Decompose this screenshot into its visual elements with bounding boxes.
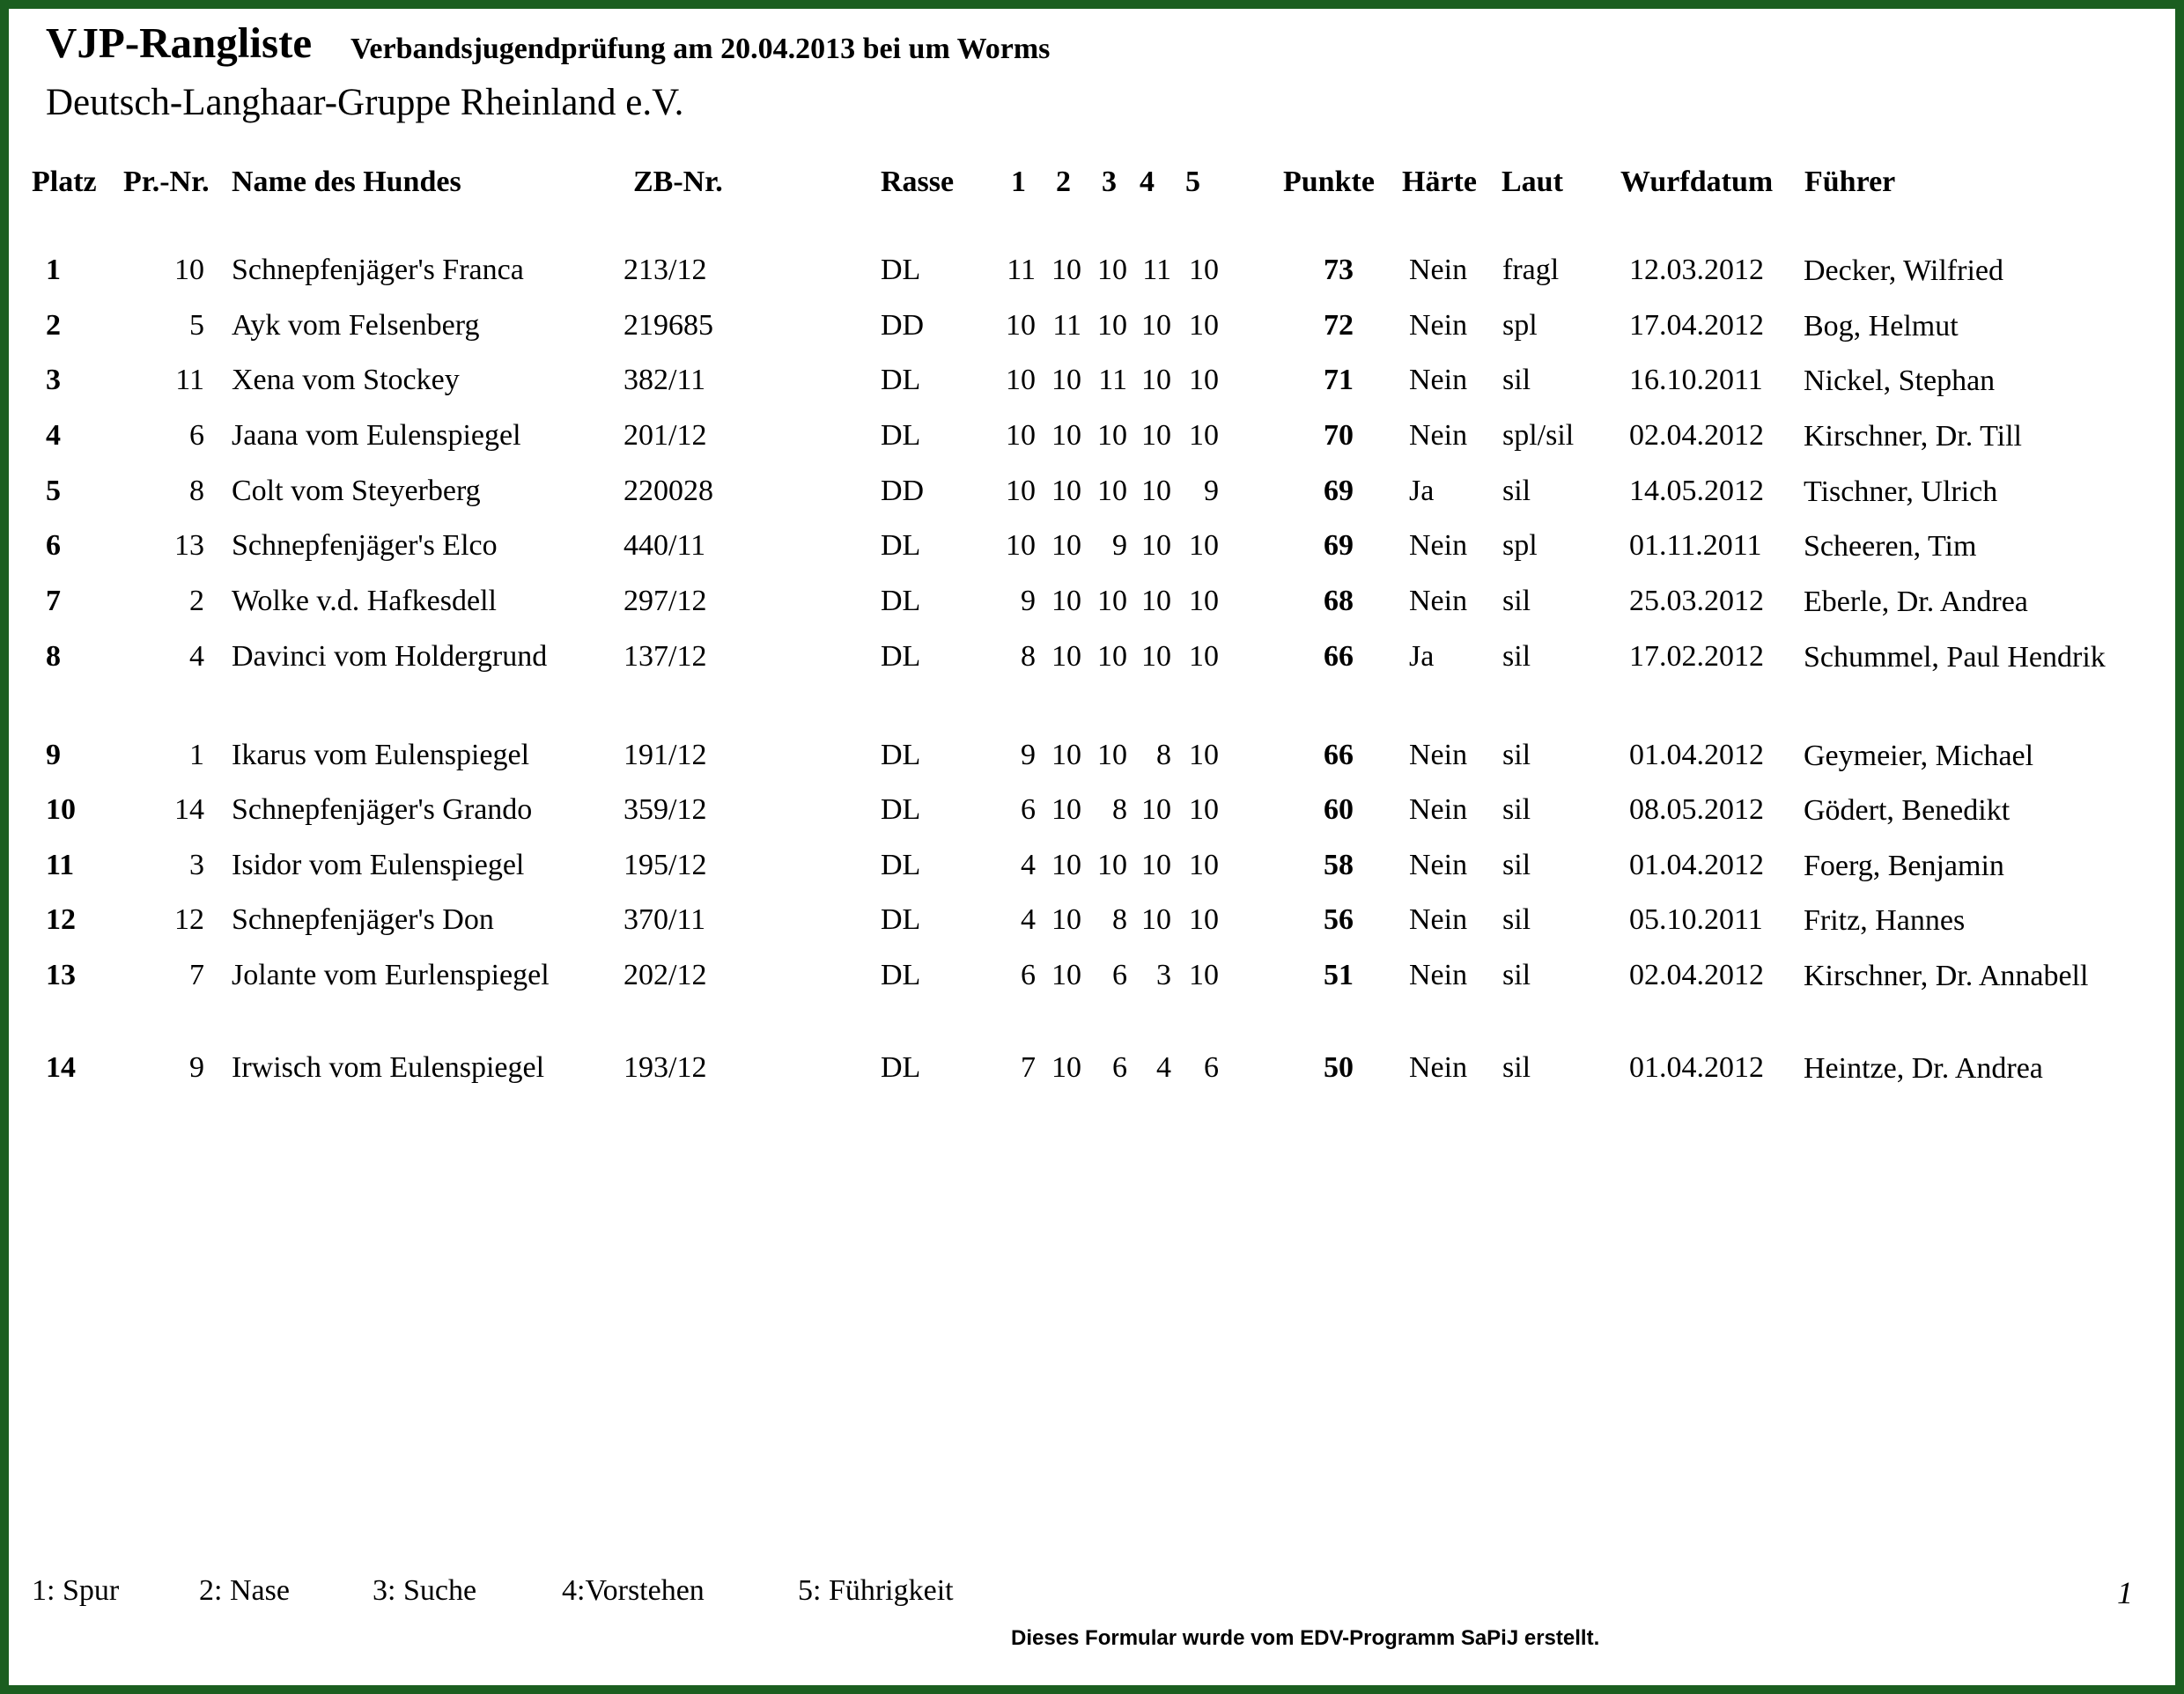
cell-s1: 6: [1021, 959, 1036, 991]
cell-haerte: Nein: [1409, 849, 1468, 881]
cell-laut: sil: [1502, 959, 1531, 991]
cell-pr-nr: 14: [174, 793, 204, 826]
cell-name: Schnepfenjäger's Franca: [232, 254, 524, 286]
cell-haerte: Nein: [1409, 903, 1468, 936]
cell-zb-nr: 382/11: [623, 364, 706, 396]
cell-laut: spl/sil: [1502, 419, 1575, 452]
cell-rasse: DL: [881, 849, 921, 881]
cell-s3: 6: [1112, 1051, 1127, 1084]
cell-platz: 10: [46, 793, 76, 826]
cell-punkte: 68: [1324, 585, 1354, 617]
cell-s4: 10: [1141, 585, 1171, 617]
cell-s5: 10: [1189, 640, 1219, 673]
col-header-laut: Laut: [1502, 166, 1563, 198]
col-header-wurfdatum: Wurfdatum: [1620, 166, 1774, 198]
cell-s2: 10: [1051, 475, 1081, 507]
cell-pr-nr: 3: [189, 849, 204, 881]
cell-name: Colt vom Steyerberg: [232, 475, 481, 507]
cell-s5: 6: [1204, 1051, 1219, 1084]
cell-fuehrer: Kirschner, Dr. Till: [1804, 420, 2022, 453]
cell-laut: sil: [1502, 1051, 1531, 1084]
table-row: [0, 474, 2184, 509]
col-header-score-3: 3: [1102, 166, 1117, 198]
cell-wurfdatum: 02.04.2012: [1629, 419, 1764, 452]
cell-wurfdatum: 12.03.2012: [1629, 254, 1764, 286]
cell-punkte: 50: [1324, 1051, 1354, 1084]
cell-pr-nr: 8: [189, 475, 204, 507]
cell-punkte: 69: [1324, 475, 1354, 507]
cell-wurfdatum: 17.04.2012: [1629, 309, 1764, 342]
cell-zb-nr: 219685: [623, 309, 713, 342]
cell-haerte: Nein: [1409, 364, 1468, 396]
col-header-pr-nr: Pr.-Nr.: [123, 166, 210, 198]
cell-s5: 10: [1189, 849, 1219, 881]
cell-s5: 10: [1189, 903, 1219, 936]
cell-wurfdatum: 01.04.2012: [1629, 1051, 1764, 1084]
cell-fuehrer: Schummel, Paul Hendrik: [1804, 641, 2106, 674]
cell-s1: 10: [1006, 529, 1036, 562]
cell-laut: fragl: [1502, 254, 1560, 286]
cell-s1: 6: [1021, 793, 1036, 826]
cell-s1: 8: [1021, 640, 1036, 673]
cell-rasse: DL: [881, 739, 921, 771]
cell-pr-nr: 5: [189, 309, 204, 342]
cell-s2: 10: [1051, 793, 1081, 826]
cell-zb-nr: 201/12: [623, 419, 707, 452]
table-row: [0, 253, 2184, 288]
cell-s3: 9: [1112, 529, 1127, 562]
cell-platz: 6: [46, 529, 61, 562]
cell-s4: 10: [1141, 849, 1171, 881]
cell-name: Schnepfenjäger's Elco: [232, 529, 498, 562]
cell-s5: 10: [1189, 529, 1219, 562]
cell-punkte: 58: [1324, 849, 1354, 881]
cell-name: Davinci vom Holdergrund: [232, 640, 548, 673]
cell-s2: 10: [1051, 959, 1081, 991]
cell-punkte: 56: [1324, 903, 1354, 936]
cell-haerte: Nein: [1409, 529, 1468, 562]
table-row: [0, 308, 2184, 343]
cell-s4: 10: [1141, 640, 1171, 673]
legend-nase: 2: Nase: [199, 1574, 290, 1607]
cell-punkte: 66: [1324, 640, 1354, 673]
cell-s3: 10: [1097, 254, 1127, 286]
cell-s4: 10: [1141, 419, 1171, 452]
cell-s3: 10: [1097, 849, 1127, 881]
cell-s2: 10: [1051, 254, 1081, 286]
col-header-score-5: 5: [1185, 166, 1200, 198]
col-header-punkte: Punkte: [1283, 166, 1375, 198]
cell-platz: 13: [46, 959, 76, 991]
cell-punkte: 71: [1324, 364, 1354, 396]
cell-haerte: Ja: [1409, 475, 1435, 507]
cell-s4: 4: [1156, 1051, 1171, 1084]
cell-punkte: 70: [1324, 419, 1354, 452]
cell-name: Isidor vom Eulenspiegel: [232, 849, 525, 881]
cell-wurfdatum: 01.11.2011: [1629, 529, 1762, 562]
cell-zb-nr: 213/12: [623, 254, 707, 286]
page-number: 1: [2117, 1575, 2133, 1610]
cell-punkte: 72: [1324, 309, 1354, 342]
cell-s5: 10: [1189, 959, 1219, 991]
cell-wurfdatum: 25.03.2012: [1629, 585, 1764, 617]
cell-zb-nr: 193/12: [623, 1051, 707, 1084]
cell-laut: sil: [1502, 793, 1531, 826]
cell-s1: 9: [1021, 739, 1036, 771]
cell-pr-nr: 10: [174, 254, 204, 286]
cell-laut: spl: [1502, 309, 1538, 342]
cell-wurfdatum: 08.05.2012: [1629, 793, 1764, 826]
legend-suche: 3: Suche: [373, 1574, 477, 1607]
col-header-fuehrer: Führer: [1804, 166, 1896, 198]
col-header-score-2: 2: [1056, 166, 1071, 198]
cell-haerte: Ja: [1409, 640, 1435, 673]
cell-platz: 4: [46, 419, 61, 452]
cell-haerte: Nein: [1409, 419, 1468, 452]
cell-haerte: Nein: [1409, 959, 1468, 991]
cell-fuehrer: Kirschner, Dr. Annabell: [1804, 960, 2089, 992]
cell-s4: 10: [1141, 903, 1171, 936]
cell-fuehrer: Eberle, Dr. Andrea: [1804, 586, 2028, 618]
table-row: [0, 1050, 2184, 1086]
cell-s4: 3: [1156, 959, 1171, 991]
cell-fuehrer: Decker, Wilfried: [1804, 254, 2003, 287]
cell-s4: 10: [1141, 475, 1171, 507]
cell-platz: 14: [46, 1051, 76, 1084]
col-header-haerte: Härte: [1402, 166, 1477, 198]
cell-s3: 11: [1098, 364, 1127, 396]
table-row: [0, 902, 2184, 938]
cell-laut: sil: [1502, 640, 1531, 673]
cell-platz: 2: [46, 309, 61, 342]
table-row: [0, 363, 2184, 398]
cell-fuehrer: Tischner, Ulrich: [1804, 475, 1998, 508]
cell-haerte: Nein: [1409, 585, 1468, 617]
cell-s3: 10: [1097, 640, 1127, 673]
legend-spur: 1: Spur: [32, 1574, 120, 1607]
cell-platz: 9: [46, 739, 61, 771]
cell-rasse: DL: [881, 903, 921, 936]
cell-platz: 12: [46, 903, 76, 936]
table-row: [0, 528, 2184, 563]
cell-pr-nr: 6: [189, 419, 204, 452]
cell-s3: 6: [1112, 959, 1127, 991]
organization-name: Deutsch-Langhaar-Gruppe Rheinland e.V.: [46, 82, 684, 123]
cell-zb-nr: 220028: [623, 475, 713, 507]
cell-fuehrer: Foerg, Benjamin: [1804, 850, 2004, 882]
cell-laut: sil: [1502, 364, 1531, 396]
cell-haerte: Nein: [1409, 254, 1468, 286]
cell-zb-nr: 297/12: [623, 585, 707, 617]
cell-s2: 10: [1051, 1051, 1081, 1084]
cell-pr-nr: 1: [189, 739, 204, 771]
cell-rasse: DL: [881, 364, 921, 396]
cell-fuehrer: Heintze, Dr. Andrea: [1804, 1052, 2043, 1085]
table-row: [0, 418, 2184, 453]
cell-s2: 10: [1051, 640, 1081, 673]
cell-pr-nr: 11: [175, 364, 204, 396]
cell-wurfdatum: 17.02.2012: [1629, 640, 1764, 673]
cell-s2: 11: [1052, 309, 1081, 342]
cell-punkte: 73: [1324, 254, 1354, 286]
cell-name: Irwisch vom Eulenspiegel: [232, 1051, 545, 1084]
cell-s1: 4: [1021, 903, 1036, 936]
legend-fuehrigkeit: 5: Führigkeit: [798, 1574, 954, 1607]
cell-laut: sil: [1502, 585, 1531, 617]
cell-wurfdatum: 01.04.2012: [1629, 739, 1764, 771]
cell-platz: 1: [46, 254, 61, 286]
cell-s1: 7: [1021, 1051, 1036, 1084]
cell-rasse: DL: [881, 529, 921, 562]
cell-platz: 11: [46, 849, 75, 881]
cell-laut: sil: [1502, 849, 1531, 881]
cell-zb-nr: 359/12: [623, 793, 707, 826]
cell-zb-nr: 195/12: [623, 849, 707, 881]
cell-s3: 10: [1097, 739, 1127, 771]
cell-zb-nr: 137/12: [623, 640, 707, 673]
cell-s5: 10: [1189, 585, 1219, 617]
col-header-name: Name des Hundes: [232, 166, 461, 198]
table-row: [0, 792, 2184, 828]
cell-platz: 8: [46, 640, 61, 673]
cell-fuehrer: Bog, Helmut: [1804, 310, 1959, 342]
cell-s5: 10: [1189, 793, 1219, 826]
cell-s4: 10: [1141, 529, 1171, 562]
cell-platz: 5: [46, 475, 61, 507]
cell-laut: sil: [1502, 475, 1531, 507]
footer-note: Dieses Formular wurde vom EDV-Programm SaPiJ erstellt.: [1011, 1626, 1600, 1650]
col-header-score-4: 4: [1140, 166, 1155, 198]
cell-haerte: Nein: [1409, 309, 1468, 342]
cell-rasse: DL: [881, 1051, 921, 1084]
cell-s5: 10: [1189, 309, 1219, 342]
cell-name: Jolante vom Eurlenspiegel: [232, 959, 550, 991]
cell-s5: 10: [1189, 419, 1219, 452]
col-header-score-1: 1: [1011, 166, 1026, 198]
cell-platz: 3: [46, 364, 61, 396]
cell-s4: 10: [1141, 793, 1171, 826]
cell-fuehrer: Scheeren, Tim: [1804, 530, 1977, 563]
cell-s1: 10: [1006, 475, 1036, 507]
table-row: [0, 848, 2184, 883]
cell-haerte: Nein: [1409, 739, 1468, 771]
cell-platz: 7: [46, 585, 61, 617]
cell-wurfdatum: 02.04.2012: [1629, 959, 1764, 991]
cell-punkte: 51: [1324, 959, 1354, 991]
cell-name: Ayk vom Felsenberg: [232, 309, 480, 342]
cell-s3: 8: [1112, 903, 1127, 936]
cell-fuehrer: Nickel, Stephan: [1804, 365, 1996, 397]
cell-laut: sil: [1502, 739, 1531, 771]
cell-s1: 10: [1006, 309, 1036, 342]
cell-wurfdatum: 16.10.2011: [1629, 364, 1763, 396]
table-row: [0, 738, 2184, 773]
col-header-rasse: Rasse: [881, 166, 955, 198]
cell-s3: 10: [1097, 475, 1127, 507]
cell-laut: sil: [1502, 903, 1531, 936]
cell-name: Ikarus vom Eulenspiegel: [232, 739, 530, 771]
cell-s3: 8: [1112, 793, 1127, 826]
cell-fuehrer: Gödert, Benedikt: [1804, 794, 2011, 827]
cell-rasse: DL: [881, 793, 921, 826]
cell-punkte: 60: [1324, 793, 1354, 826]
cell-rasse: DL: [881, 640, 921, 673]
cell-rasse: DL: [881, 254, 921, 286]
cell-zb-nr: 202/12: [623, 959, 707, 991]
cell-s1: 9: [1021, 585, 1036, 617]
cell-name: Jaana vom Eulenspiegel: [232, 419, 521, 452]
cell-haerte: Nein: [1409, 793, 1468, 826]
legend-vorstehen: 4:Vorstehen: [562, 1574, 705, 1607]
cell-haerte: Nein: [1409, 1051, 1468, 1084]
cell-pr-nr: 2: [189, 585, 204, 617]
cell-wurfdatum: 05.10.2011: [1629, 903, 1763, 936]
table-row: [0, 584, 2184, 619]
cell-s4: 11: [1142, 254, 1171, 286]
page-title: VJP-Rangliste: [46, 18, 313, 67]
cell-s3: 10: [1097, 585, 1127, 617]
cell-s2: 10: [1051, 585, 1081, 617]
cell-s4: 8: [1156, 739, 1171, 771]
event-subtitle: Verbandsjugendprüfung am 20.04.2013 bei um Worms: [350, 33, 1051, 65]
cell-s2: 10: [1051, 419, 1081, 452]
cell-s2: 10: [1051, 739, 1081, 771]
cell-s1: 10: [1006, 419, 1036, 452]
table-row: [0, 958, 2184, 993]
cell-fuehrer: Geymeier, Michael: [1804, 740, 2034, 772]
cell-name: Wolke v.d. Hafkesdell: [232, 585, 497, 617]
cell-s1: 11: [1007, 254, 1036, 286]
cell-punkte: 69: [1324, 529, 1354, 562]
cell-s5: 10: [1189, 364, 1219, 396]
cell-wurfdatum: 14.05.2012: [1629, 475, 1764, 507]
cell-fuehrer: Fritz, Hannes: [1804, 904, 1966, 937]
cell-zb-nr: 440/11: [623, 529, 706, 562]
cell-punkte: 66: [1324, 739, 1354, 771]
cell-name: Schnepfenjäger's Grando: [232, 793, 533, 826]
cell-s5: 9: [1204, 475, 1219, 507]
cell-s5: 10: [1189, 254, 1219, 286]
col-header-zb-nr: ZB-Nr.: [633, 166, 723, 198]
cell-rasse: DL: [881, 959, 921, 991]
cell-wurfdatum: 01.04.2012: [1629, 849, 1764, 881]
cell-pr-nr: 9: [189, 1051, 204, 1084]
cell-zb-nr: 191/12: [623, 739, 707, 771]
cell-s3: 10: [1097, 309, 1127, 342]
cell-pr-nr: 13: [174, 529, 204, 562]
cell-rasse: DD: [881, 475, 925, 507]
cell-pr-nr: 7: [189, 959, 204, 991]
cell-s2: 10: [1051, 364, 1081, 396]
cell-rasse: DD: [881, 309, 925, 342]
col-header-platz: Platz: [32, 166, 97, 198]
cell-name: Schnepfenjäger's Don: [232, 903, 494, 936]
cell-zb-nr: 370/11: [623, 903, 706, 936]
cell-s3: 10: [1097, 419, 1127, 452]
cell-s5: 10: [1189, 739, 1219, 771]
cell-s2: 10: [1051, 903, 1081, 936]
cell-laut: spl: [1502, 529, 1538, 562]
cell-s2: 10: [1051, 849, 1081, 881]
table-row: [0, 639, 2184, 674]
cell-s1: 10: [1006, 364, 1036, 396]
cell-s4: 10: [1141, 364, 1171, 396]
cell-pr-nr: 12: [174, 903, 204, 936]
cell-s1: 4: [1021, 849, 1036, 881]
cell-s2: 10: [1051, 529, 1081, 562]
cell-rasse: DL: [881, 419, 921, 452]
cell-rasse: DL: [881, 585, 921, 617]
cell-s4: 10: [1141, 309, 1171, 342]
cell-pr-nr: 4: [189, 640, 204, 673]
cell-name: Xena vom Stockey: [232, 364, 460, 396]
